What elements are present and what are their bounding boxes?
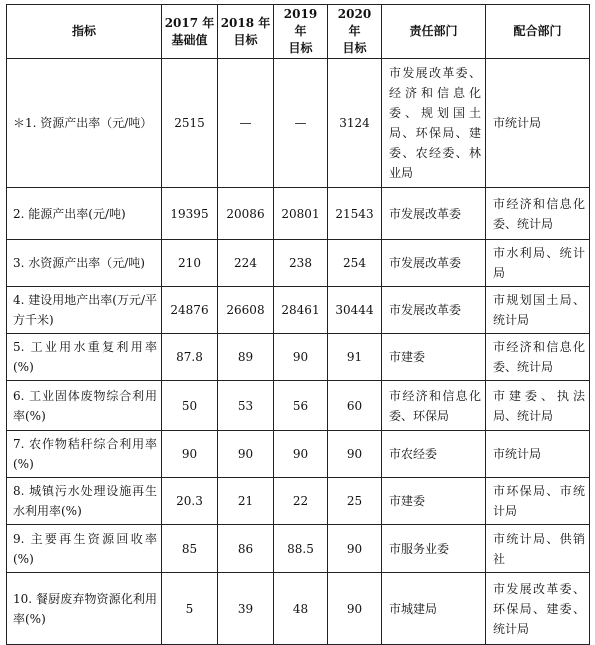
- indicator-table: [6, 4, 590, 645]
- support-dept-cell: 市统计局: [486, 59, 590, 188]
- target-2020-cell: 90: [328, 573, 382, 645]
- lead-dept-cell: 市农经委: [382, 431, 486, 478]
- base-2017-cell: 90: [162, 431, 218, 478]
- target-2019-cell: 90: [274, 431, 328, 478]
- target-2019-cell: 88.5: [274, 525, 328, 573]
- header-lead-dept: 责任部门: [382, 5, 486, 59]
- base-2017-cell: 87.8: [162, 334, 218, 381]
- support-dept-cell: 市发展改革委、环保局、建委、统计局: [486, 573, 590, 645]
- indicator-cell: 9. 主要再生资源回收率(%): [7, 525, 162, 573]
- indicator-cell: 10. 餐厨废弃物资源化利用率(%): [7, 573, 162, 645]
- lead-dept-cell: 市建委: [382, 334, 486, 381]
- support-dept-cell: 市经济和信息化委、统计局: [486, 188, 590, 240]
- base-2017-cell: 20.3: [162, 478, 218, 525]
- target-2019-cell: 238: [274, 240, 328, 287]
- lead-dept-cell: 市发展改革委: [382, 188, 486, 240]
- target-2020-cell: 90: [328, 525, 382, 573]
- target-2020-cell: 21543: [328, 188, 382, 240]
- header-2019-target: 2019 年 目标: [274, 5, 328, 59]
- indicator-cell: 4. 建设用地产出率(万元/平方千米): [7, 287, 162, 334]
- table-wrapper: [6, 4, 590, 645]
- target-2019-cell: 48: [274, 573, 328, 645]
- base-2017-cell: 19395: [162, 188, 218, 240]
- target-2019-cell: 20801: [274, 188, 328, 240]
- target-2020-cell: 90: [328, 431, 382, 478]
- support-dept-cell: 市环保局、市统计局: [486, 478, 590, 525]
- table-row: [7, 240, 590, 287]
- target-2018-cell: 39: [218, 573, 274, 645]
- base-2017-cell: 50: [162, 381, 218, 431]
- target-2018-cell: —: [218, 59, 274, 188]
- base-2017-cell: 85: [162, 525, 218, 573]
- support-dept-cell: 市统计局、供销社: [486, 525, 590, 573]
- table-row: [7, 334, 590, 381]
- lead-dept-cell: 市发展改革委: [382, 287, 486, 334]
- support-dept-cell: 市统计局: [486, 431, 590, 478]
- table-row: [7, 188, 590, 240]
- lead-dept-cell: 市发展改革委、经济和信息化委、规划国土局、环保局、建委、农经委、林业局: [382, 59, 486, 188]
- lead-dept-cell: 市服务业委: [382, 525, 486, 573]
- header-2020-target: 2020 年 目标: [328, 5, 382, 59]
- header-row: [7, 5, 590, 59]
- support-dept-cell: 市经济和信息化委、统计局: [486, 334, 590, 381]
- target-2018-cell: 20086: [218, 188, 274, 240]
- target-2019-cell: 22: [274, 478, 328, 525]
- support-dept-cell: 市水利局、统计局: [486, 240, 590, 287]
- target-2018-cell: 89: [218, 334, 274, 381]
- table-row: [7, 381, 590, 431]
- target-2018-cell: 86: [218, 525, 274, 573]
- table-row: [7, 59, 590, 188]
- support-dept-cell: 市规划国土局、统计局: [486, 287, 590, 334]
- target-2020-cell: 30444: [328, 287, 382, 334]
- base-2017-cell: 2515: [162, 59, 218, 188]
- indicator-cell: 3. 水资源产出率（元/吨): [7, 240, 162, 287]
- table-row: [7, 525, 590, 573]
- target-2018-cell: 21: [218, 478, 274, 525]
- target-2018-cell: 224: [218, 240, 274, 287]
- lead-dept-cell: 市建委: [382, 478, 486, 525]
- target-2019-cell: 28461: [274, 287, 328, 334]
- indicator-cell: 2. 能源产出率(元/吨): [7, 188, 162, 240]
- target-2018-cell: 26608: [218, 287, 274, 334]
- base-2017-cell: 210: [162, 240, 218, 287]
- lead-dept-cell: 市发展改革委: [382, 240, 486, 287]
- target-2020-cell: 25: [328, 478, 382, 525]
- indicator-cell: ＊1. 资源产出率（元/吨）: [7, 59, 162, 188]
- table-row: [7, 573, 590, 645]
- indicator-cell: 8. 城镇污水处理设施再生水利用率(%): [7, 478, 162, 525]
- lead-dept-cell: 市经济和信息化委、环保局: [382, 381, 486, 431]
- target-2020-cell: 60: [328, 381, 382, 431]
- indicator-cell: 6. 工业固体废物综合利用率(%): [7, 381, 162, 431]
- table-row: [7, 431, 590, 478]
- target-2020-cell: 91: [328, 334, 382, 381]
- header-indicator: 指标: [7, 5, 162, 59]
- indicator-cell: 7. 农作物秸秆综合利用率(%): [7, 431, 162, 478]
- indicator-cell: 5. 工业用水重复利用率(%): [7, 334, 162, 381]
- header-2018-target: 2018 年 目标: [218, 5, 274, 59]
- table-row: [7, 287, 590, 334]
- target-2018-cell: 90: [218, 431, 274, 478]
- base-2017-cell: 5: [162, 573, 218, 645]
- lead-dept-cell: 市城建局: [382, 573, 486, 645]
- base-2017-cell: 24876: [162, 287, 218, 334]
- table-row: [7, 478, 590, 525]
- header-2017-base: 2017 年 基础值: [162, 5, 218, 59]
- support-dept-cell: 市建委、执法局、统计局: [486, 381, 590, 431]
- target-2018-cell: 53: [218, 381, 274, 431]
- target-2020-cell: 254: [328, 240, 382, 287]
- header-support-dept: 配合部门: [486, 5, 590, 59]
- target-2020-cell: 3124: [328, 59, 382, 188]
- target-2019-cell: 56: [274, 381, 328, 431]
- target-2019-cell: —: [274, 59, 328, 188]
- target-2019-cell: 90: [274, 334, 328, 381]
